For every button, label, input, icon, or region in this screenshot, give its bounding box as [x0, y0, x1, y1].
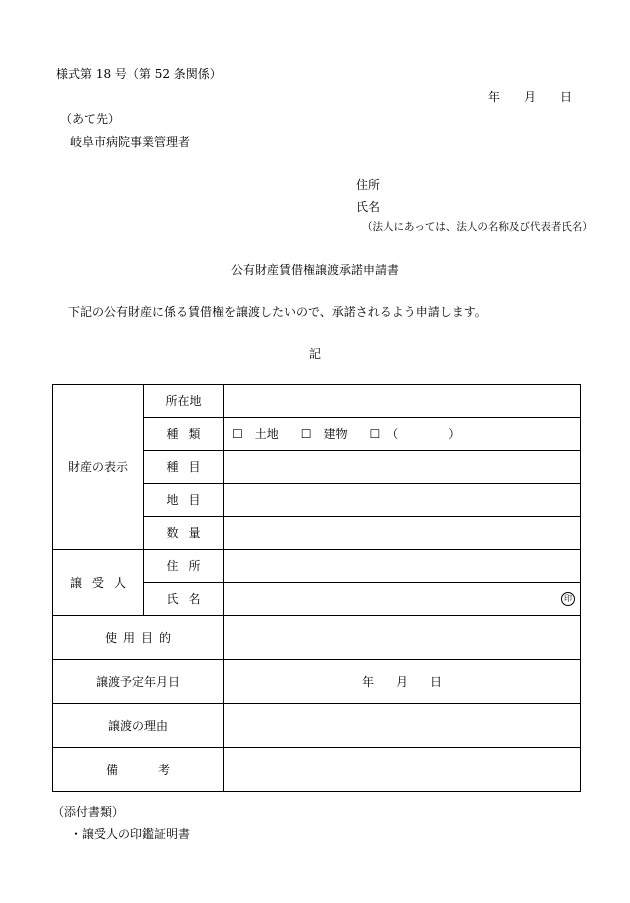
addressee-label: （あて先） [60, 112, 121, 126]
category-label: 種目 [144, 451, 224, 484]
reason-field[interactable] [224, 704, 581, 748]
date-month: 月 [524, 90, 537, 104]
document-title: 公有財産賃借権譲渡承諾申請書 [230, 263, 399, 277]
type-label: 種類 [144, 418, 224, 451]
type-option-other-close: ） [448, 427, 461, 441]
applicant-name-label: 氏名 [356, 200, 381, 214]
application-table [52, 384, 581, 792]
addressee-name: 岐阜市病院事業管理者 [70, 135, 191, 149]
property-group-label: 財産の表示 [53, 385, 144, 550]
land-category-field[interactable] [224, 484, 581, 517]
transferee-address-field[interactable] [224, 550, 581, 583]
attachment-item: ・譲受人の印鑑証明書 [70, 827, 191, 841]
table-row [53, 550, 581, 583]
document-body: 下記の公有財産に係る賃借権を譲渡したいので、承諾されるよう申請します。 [68, 305, 487, 319]
table-row [53, 748, 581, 792]
type-option-land[interactable]: ☐ 土地 [232, 427, 279, 441]
date-year: 年 [488, 90, 501, 104]
attachments-label: （添付書類） [52, 805, 125, 819]
transfer-date-day: 日 [430, 674, 443, 689]
type-options [224, 418, 581, 451]
quantity-field[interactable] [224, 517, 581, 550]
table-row [53, 660, 581, 704]
table-row [53, 385, 581, 418]
transfer-date-year: 年 [361, 674, 374, 689]
seal-mark: 印 [561, 592, 575, 606]
form-number: 様式第 18 号（第 52 条関係） [56, 67, 222, 81]
transferee-group-label: 譲受人 [53, 550, 144, 616]
transferee-name-label: 氏名 [144, 583, 224, 616]
transferee-address-label: 住所 [144, 550, 224, 583]
purpose-label: 使用目的 [53, 616, 224, 660]
applicant-note: （法人にあっては、法人の名称及び代表者氏名） [362, 221, 593, 233]
transfer-date-label: 譲渡予定年月日 [53, 660, 224, 704]
reason-label: 譲渡の理由 [53, 704, 224, 748]
purpose-field[interactable] [224, 616, 581, 660]
transfer-date-field[interactable] [224, 660, 581, 704]
date-day: 日 [560, 90, 573, 104]
transferee-name-field[interactable] [224, 583, 581, 616]
table-row [53, 704, 581, 748]
category-field[interactable] [224, 451, 581, 484]
land-category-label: 地目 [144, 484, 224, 517]
transfer-date-month: 月 [395, 674, 408, 689]
application-date [488, 91, 572, 103]
location-field[interactable] [224, 385, 581, 418]
type-option-building[interactable]: ☐ 建物 [300, 427, 348, 441]
quantity-label: 数量 [144, 517, 224, 550]
remarks-field[interactable] [224, 748, 581, 792]
applicant-address-label: 住所 [356, 178, 381, 192]
table-row [53, 616, 581, 660]
type-option-other[interactable]: ☐ （ [369, 427, 399, 441]
location-label: 所在地 [144, 385, 224, 418]
ki-mark: 記 [308, 347, 321, 361]
remarks-label: 備考 [53, 748, 224, 792]
